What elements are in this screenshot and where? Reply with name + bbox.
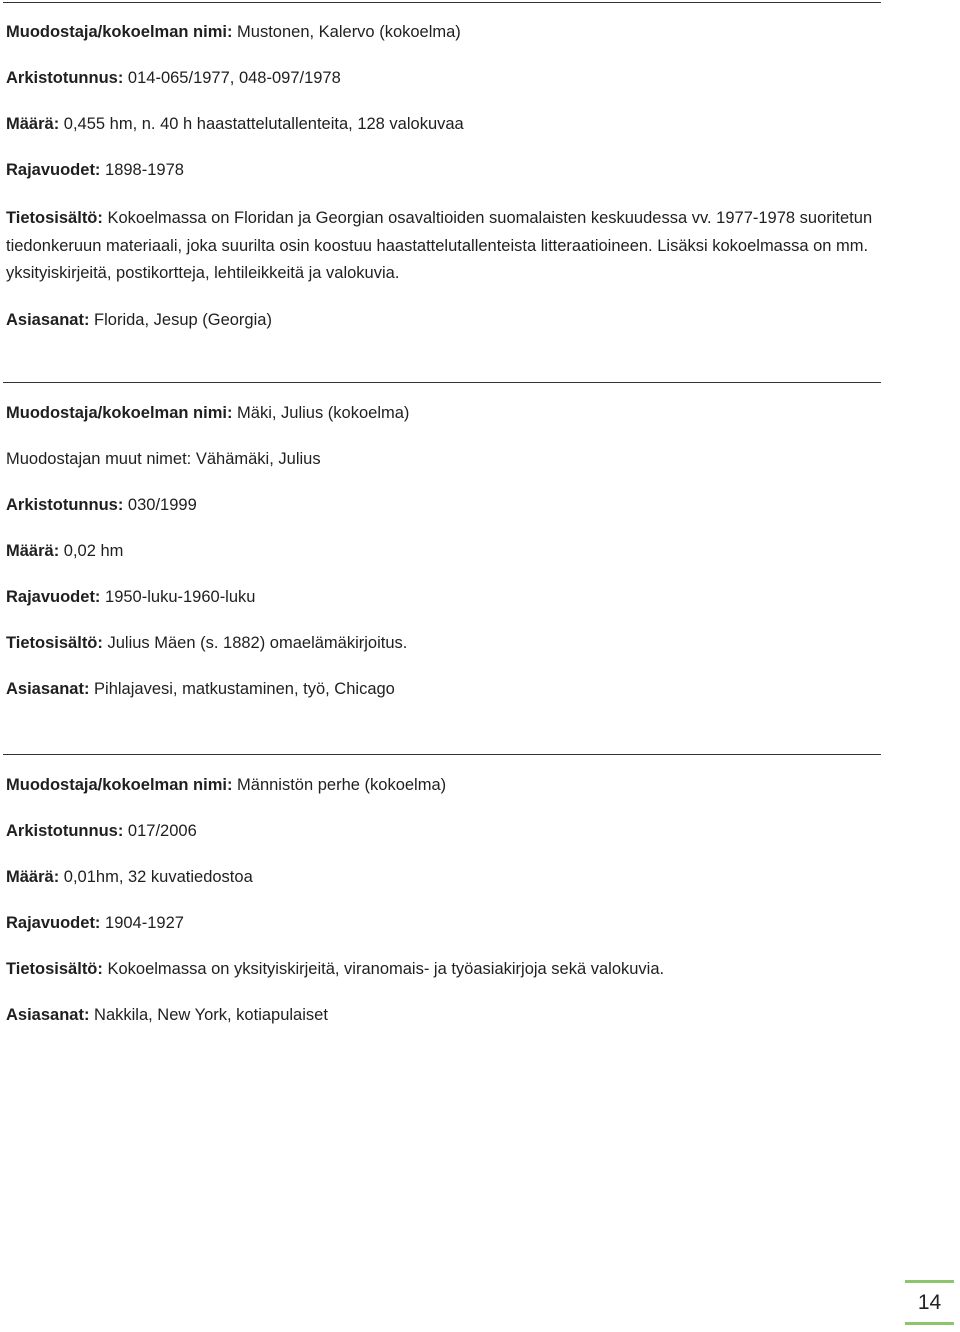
field-archive-id [6, 67, 920, 90]
field-label: Arkistotunnus: [6, 822, 124, 840]
top-rule [3, 2, 881, 3]
field-collection-name [6, 21, 920, 44]
field-value: Mäki, Julius (kokoelma) [232, 404, 410, 422]
field-label: Muodostaja/kokoelman nimi: [6, 404, 233, 422]
field-value: Julius Mäen (s. 1882) omaelämäkirjoitus. [102, 634, 408, 652]
field-content-description [6, 958, 920, 981]
field-archive-id [6, 494, 920, 517]
field-date-range [6, 912, 920, 935]
field-label: Asiasanat: [6, 680, 90, 698]
field-value: Muodostajan muut nimet: Vähämäki, Julius [6, 450, 321, 468]
field-label: Muodostaja/kokoelman nimi: [6, 23, 233, 41]
field-value: Florida, Jesup (Georgia) [89, 311, 272, 329]
field-label: Arkistotunnus: [6, 496, 124, 514]
field-label: Tietosisältö: [6, 634, 103, 652]
field-value: 1904-1927 [100, 914, 184, 932]
field-value: Nakkila, New York, kotiapulaiset [89, 1006, 328, 1024]
field-label: Tietosisältö: [6, 960, 103, 978]
field-keywords [6, 1004, 920, 1027]
field-amount [6, 866, 920, 889]
field-value: 1898-1978 [100, 161, 184, 179]
field-keywords [6, 678, 920, 701]
field-date-range [6, 159, 920, 182]
field-amount [6, 540, 920, 563]
field-value: Mustonen, Kalervo (kokoelma) [232, 23, 461, 41]
field-value: 017/2006 [123, 822, 197, 840]
field-label: Arkistotunnus: [6, 69, 124, 87]
field-label: Rajavuodet: [6, 588, 101, 606]
field-value: 030/1999 [123, 496, 197, 514]
entry-separator-2 [3, 754, 881, 755]
field-content-description [6, 205, 886, 288]
field-value: Pihlajavesi, matkustaminen, työ, Chicago [89, 680, 395, 698]
field-archive-id [6, 820, 920, 843]
field-value: Kokoelmassa on Floridan ja Georgian osavaltioiden suomalaisten keskuudessa vv. 1977-1978 suoritetun tiedonkeruun materiaali, joka suurilta osin koostuu haastattelutallenteista litteraatioineen. Lisäksi kokoelmassa on mm. yksityiskirjeitä, postikortteja, lehtileikkeitä ja valokuvia. [6, 209, 873, 282]
field-value: 014-065/1977, 048-097/1978 [123, 69, 341, 87]
field-label: Määrä: [6, 115, 60, 133]
field-label: Tietosisältö: [6, 209, 103, 227]
field-collection-name [6, 774, 920, 797]
field-label: Asiasanat: [6, 1006, 90, 1024]
field-label: Määrä: [6, 542, 60, 560]
field-keywords [6, 309, 920, 332]
field-content-description [6, 632, 920, 655]
field-label: Rajavuodet: [6, 914, 101, 932]
field-value: 0,01hm, 32 kuvatiedostoa [59, 868, 253, 886]
field-date-range [6, 586, 920, 609]
field-value: Kokoelmassa on yksityiskirjeitä, viranomais- ja työasiakirjoja sekä valokuvia. [102, 960, 665, 978]
field-collection-name [6, 402, 920, 425]
field-label: Muodostaja/kokoelman nimi: [6, 776, 233, 794]
field-value: Männistön perhe (kokoelma) [232, 776, 447, 794]
field-label: Asiasanat: [6, 311, 90, 329]
field-amount [6, 113, 920, 136]
field-label: Rajavuodet: [6, 161, 101, 179]
field-value: 1950-luku-1960-luku [100, 588, 256, 606]
field-value: 0,455 hm, n. 40 h haastattelutallenteita, 128 valokuvaa [59, 115, 464, 133]
page-number: 14 [905, 1280, 954, 1325]
field-other-names [6, 448, 920, 471]
field-value: 0,02 hm [59, 542, 124, 560]
field-label: Määrä: [6, 868, 60, 886]
entry-separator-1 [3, 382, 881, 383]
